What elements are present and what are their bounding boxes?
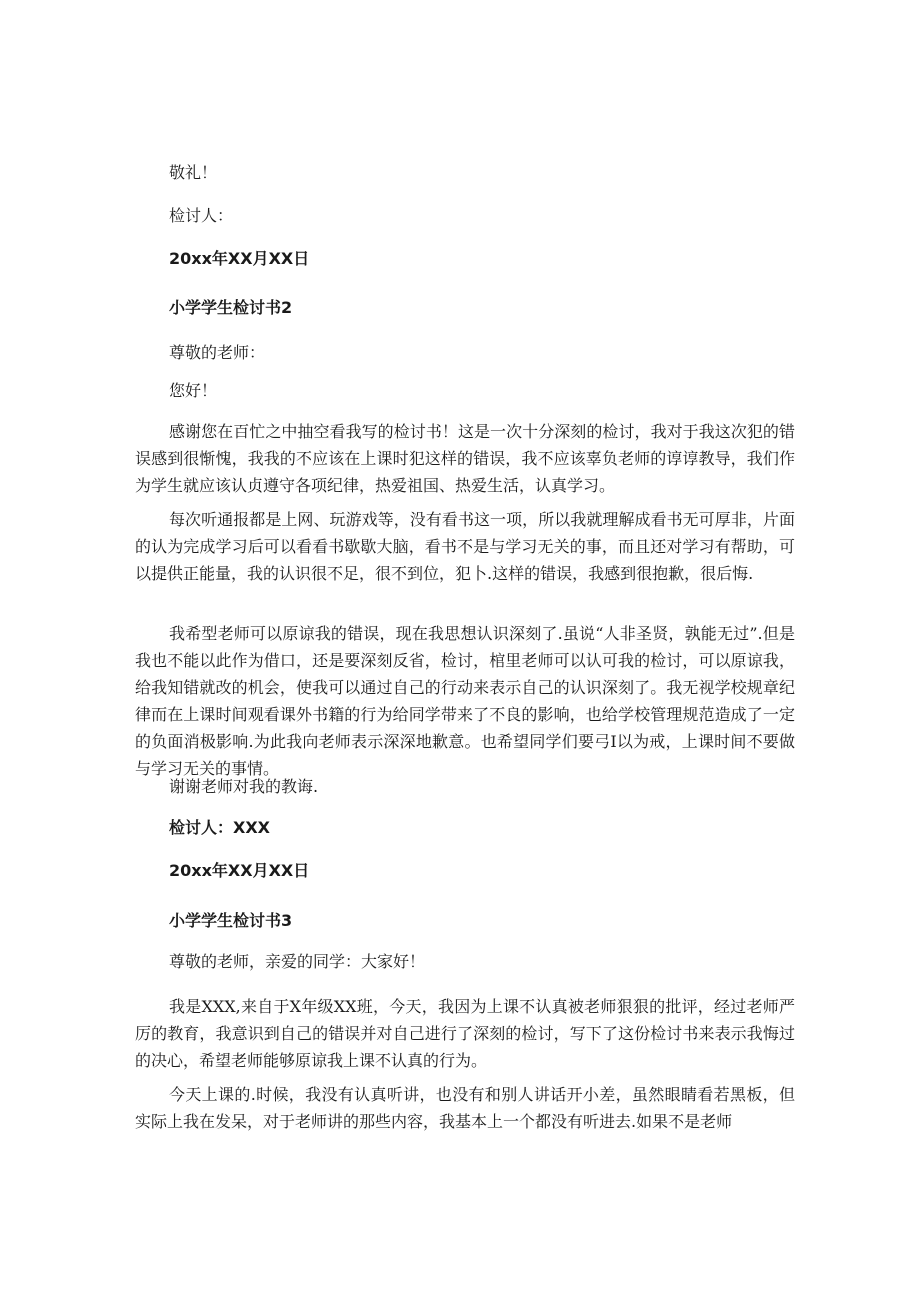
greeting: 您好！ <box>169 381 218 400</box>
salutation: 尊敬的老师： <box>169 343 266 362</box>
paragraph-2: 每次听通报都是上网、玩游戏等，没有看书这一项，所以我就理解成看书无可厚非，片面的认为完成学习后可以看看书歇歇大脑，看书不是与学习无关的事，而且还对学习有帮助，可以提供正能量，我的认识很不足，很不到位，犯卜.这样的错误，我感到很抱歉，很后悔. <box>135 510 795 583</box>
closing-salute: 敬礼！ <box>169 163 218 182</box>
section-title-3: 小学学生检讨书3 <box>169 911 293 930</box>
salutation-3: 尊敬的老师，亲爱的同学：大家好！ <box>169 952 426 971</box>
thanks-line: 谢谢老师对我的教诲. <box>169 777 319 796</box>
section-title-2: 小学学生检讨书2 <box>169 298 293 317</box>
paragraph-5: 今天上课的.时候，我没有认真听讲，也没有和别人讲话开小差，虽然眼睛看若黑板，但实际上我在发呆，对于老师讲的那些内容，我基本上一个都没有听进去.如果不是老师 <box>135 1085 795 1131</box>
signer-label: 检讨人： <box>169 206 234 225</box>
signer-name: 检讨人：XXX <box>169 818 271 837</box>
date-line: 20xx年XX月XX日 <box>169 249 310 268</box>
paragraph-1: 感谢您在百忙之中抽空看我写的检讨书！这是一次十分深刻的检讨，我对于我这次犯的错误感到很惭愧，我我的不应该在上课时犯这样的错误，我不应该辜负老师的谆谆教导，我们作为学生就应该认贞遵守各项纪律，热爱祖国、热爱生活，认真学习。 <box>135 422 795 495</box>
paragraph-4: 我是XXX,来自于X年级XX班，今天，我因为上课不认真被老师狠狠的批评，经过老师严厉的教育，我意识到自己的错误并对自己进行了深刻的检讨，写下了这份检讨书来表示我悔过的决心，希望老师能够原谅我上课不认真的行为。 <box>135 997 795 1070</box>
paragraph-3: 我希型老师可以原谅我的错误，现在我思想认识深刻了.虽说“人非圣贤，孰能无过”.但是我也不能以此作为借口，还是要深刻反省，检讨，棺里老师可以认可我的检讨，可以原谅我，给我知错就改的机会，使我可以通过自己的行动来表示自己的认识深刻了。我无视学校规章纪律而在上课时间观看课外书籍的行为给同学带来了不良的影响，也给学校管理规范造成了一定的负面消极影响.为此我向老师表示深深地歉意。也希望同学们要弓I以为戒，上课时间不要做与学习无关的事情。 <box>135 624 795 778</box>
date-line-2: 20xx年XX月XX日 <box>169 861 310 880</box>
